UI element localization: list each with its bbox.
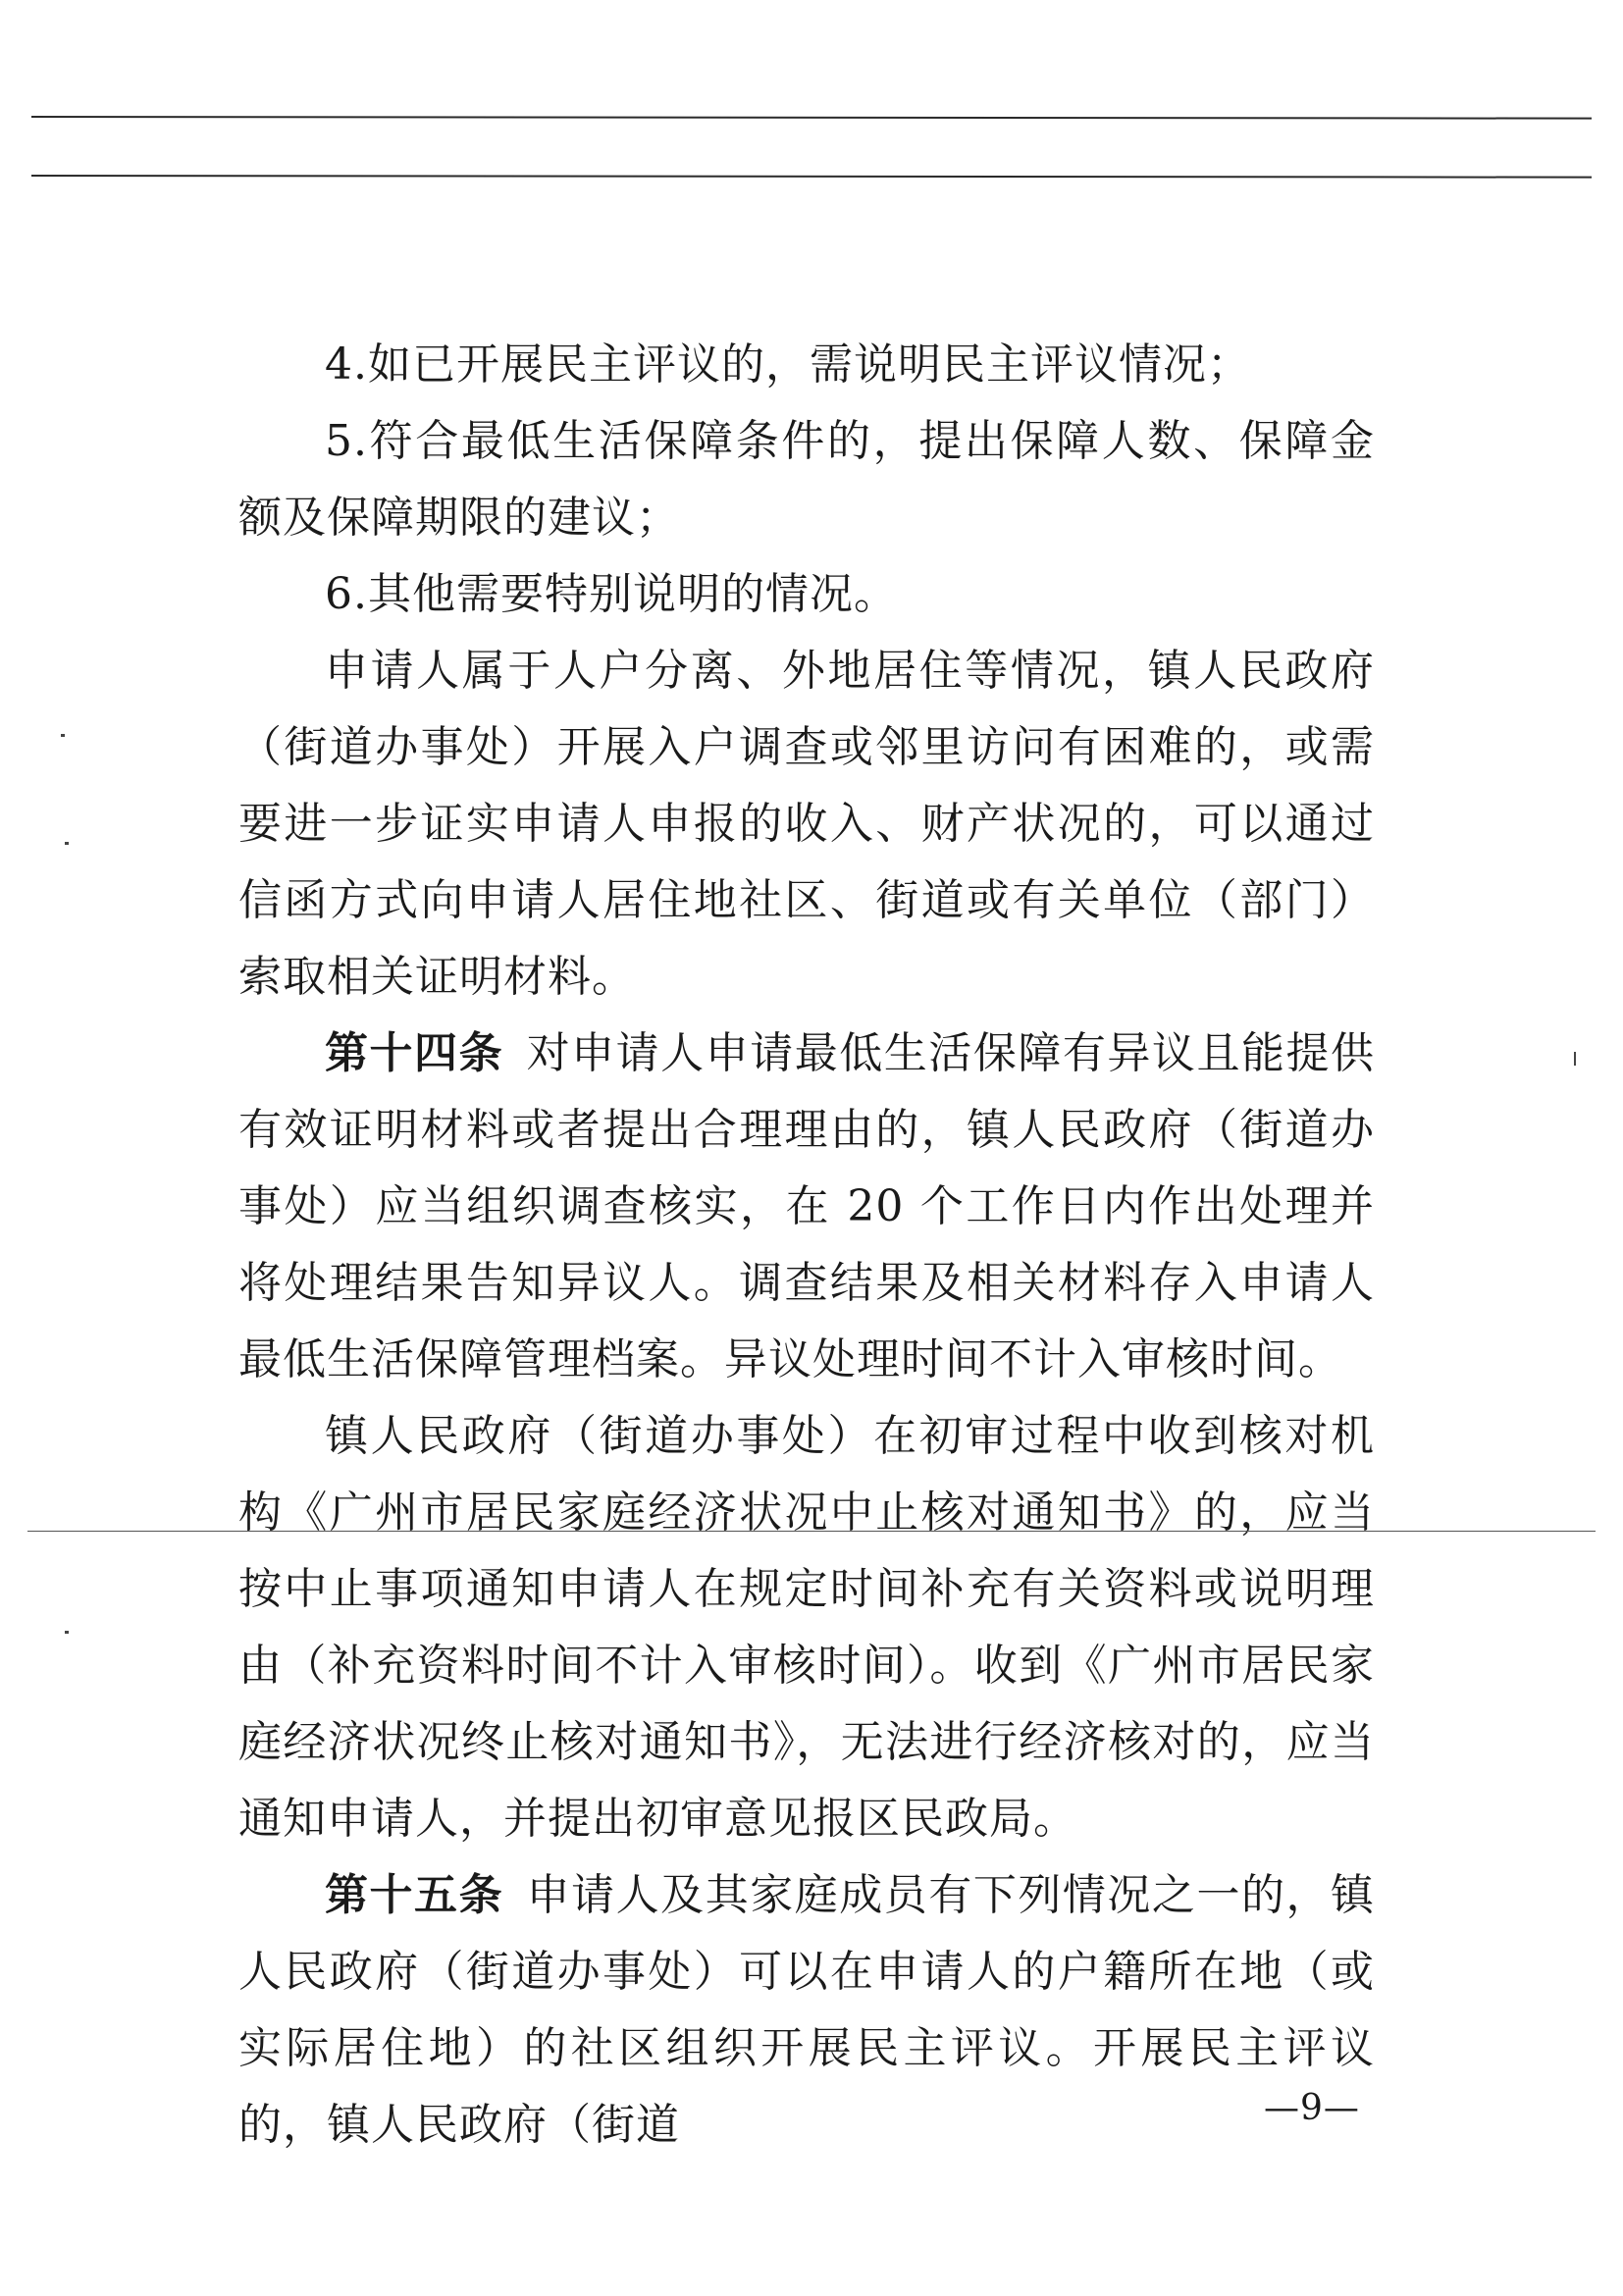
- paragraph-letter-inquiry: [238, 633, 1375, 1016]
- header-rule-top: [31, 116, 1592, 120]
- paragraph-text: 5.符合最低生活保障条件的，提出保障人数、保障金额及保障期限的建议；: [238, 416, 1375, 543]
- paragraph-verification-notice: [238, 1398, 1375, 1857]
- scan-speck: [65, 1631, 69, 1634]
- page-number: —9—: [1264, 2088, 1360, 2128]
- paragraph-text: 对申请人申请最低生活保障有异议且能提供有效证明材料或者提出合理理由的，镇人民政府（街道办事处）应当组织调查核实，在 20 个工作日内作出处理并将处理结果告知异议人。调查结果及相关材料存入申请人最低生活保障管理档案。异议处理时间不计入审核时间。: [238, 1028, 1376, 1384]
- paragraph-article-14: [238, 1016, 1375, 1398]
- paragraph-text: 申请人及其家庭成员有下列情况之一的，镇人民政府（街道办事处）可以在申请人的户籍所在地（或实际居住地）的社区组织开展民主评议。开展民主评议的，镇人民政府（街道: [238, 1870, 1376, 2150]
- paragraph-item-4: [238, 327, 1375, 403]
- paragraph-text: 申请人属于人户分离、外地居住等情况，镇人民政府（街道办事处）开展入户调查或邻里访问有困难的，或需要进一步证实申请人申报的收入、财产状况的，可以通过信函方式向申请人居住地社区、街道或有关单位（部门）索取相关证明材料。: [238, 646, 1375, 1002]
- scan-speck: [65, 842, 69, 845]
- paragraph-article-15: [238, 1857, 1375, 2164]
- document-body: [238, 327, 1375, 2164]
- scan-fold-line: [27, 1531, 1596, 1532]
- article-label: 第十五条: [325, 1870, 527, 1920]
- header-rule-bottom: [31, 175, 1592, 179]
- paragraph-text: 镇人民政府（街道办事处）在初审过程中收到核对机构《广州市居民家庭经济状况中止核对通知书》的，应当按中止事项通知申请人在规定时间补充有关资料或说明理由（补充资料时间不计入审核时间）。收到《广州市居民家庭经济状况终止核对通知书》，无法进行经济核对的，应当通知申请人，并提出初审意见报区民政局。: [238, 1411, 1375, 1844]
- paragraph-text: 6.其他需要特别说明的情况。: [325, 569, 898, 619]
- scan-speck: [61, 734, 65, 737]
- paragraph-text: 4.如已开展民主评议的，需说明民主评议情况；: [325, 339, 1251, 390]
- article-label: 第十四条: [325, 1028, 527, 1078]
- scan-speck: [1574, 1052, 1576, 1066]
- paragraph-item-6: [238, 556, 1375, 633]
- paragraph-item-5: [238, 403, 1375, 556]
